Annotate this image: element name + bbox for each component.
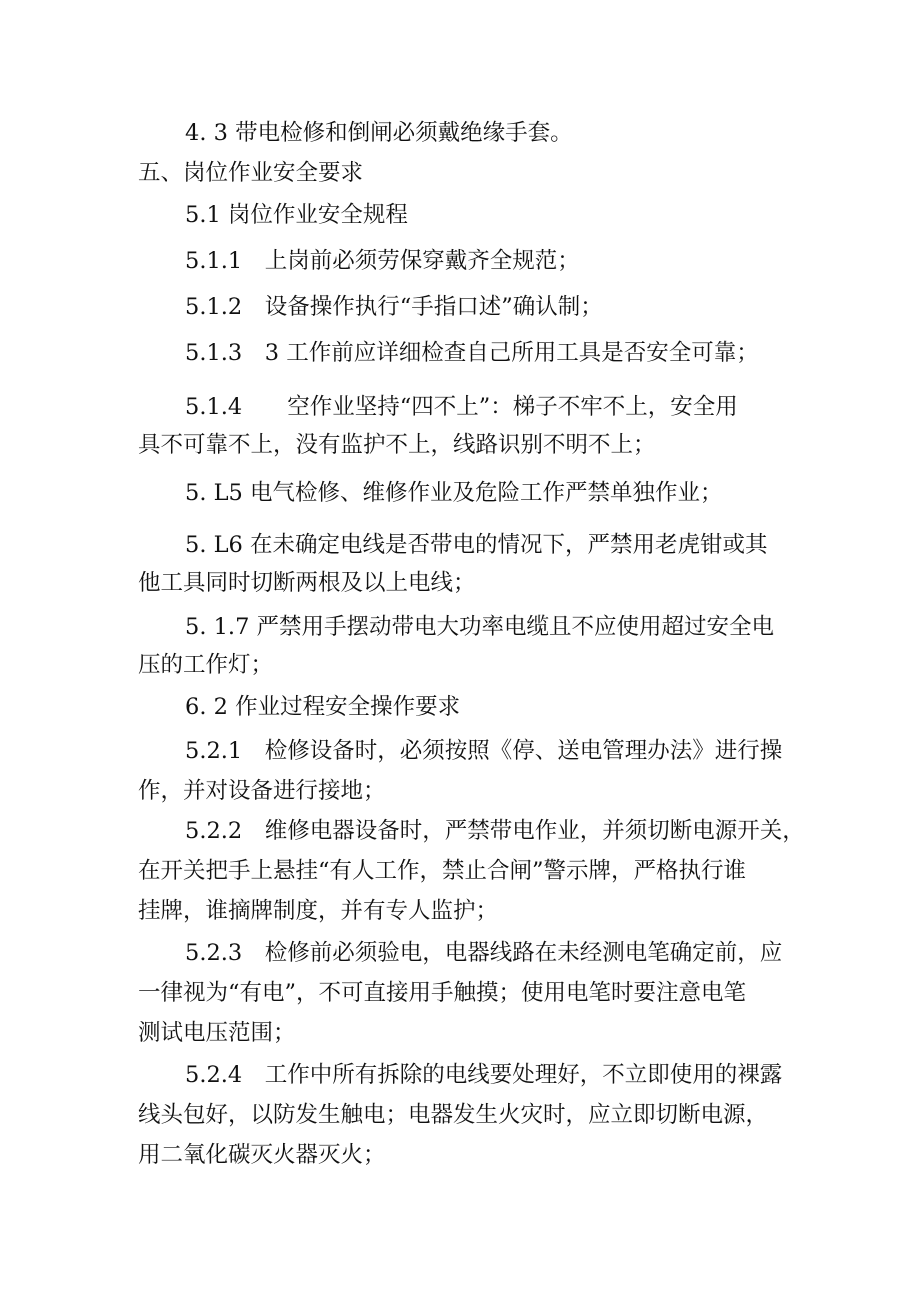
text-line-5-1-7: 5. 1.7 严禁用手摆动带电大功率电缆且不应使用超过安全电	[185, 614, 775, 640]
text-line-5-2-2: 5.2.2 维修电器设备时，严禁带电作业，并须切断电源开关，	[185, 818, 805, 844]
text-line-5-1-7-cont: 压的工作灯；	[138, 652, 274, 678]
text-line-5-1-1: 5.1.1 上岗前必须劳保穿戴齐全规范；	[185, 248, 580, 274]
text-line-5-1-4-cont: 具不可靠不上，没有监护不上，线路识别不明不上；	[138, 432, 656, 458]
text-line-5-2-1-cont: 作，并对设备进行接地；	[138, 778, 386, 804]
text-line-5-2-4: 5.2.4 工作中所有拆除的电线要处理好，不立即使用的裸露	[185, 1062, 783, 1088]
text-line-5-2-3-cont2: 测试电压范围；	[138, 1020, 296, 1046]
text-line-5-2-3-cont1: 一律视为“有电”，不可直接用手触摸；使用电笔时要注意电笔	[138, 980, 747, 1006]
subsection-heading-5-1: 5.1 岗位作业安全规程	[185, 202, 408, 228]
text-line-4-3: 4. 3 带电检修和倒闸必须戴绝缘手套。	[185, 120, 573, 146]
text-line-5-2-2-cont2: 挂牌，谁摘牌制度，并有专人监护；	[138, 898, 499, 924]
text-line-5-2-2-cont1: 在开关把手上悬挂“有人工作，禁止合闸”警示牌，严格执行谁	[138, 858, 747, 884]
text-line-5-2-4-cont2: 用二氧化碳灭火器灭火；	[138, 1142, 386, 1168]
text-line-5-1-5: 5. L5 电气检修、维修作业及危险工作严禁单独作业；	[185, 480, 723, 506]
subsection-heading-5-2: 6. 2 作业过程安全操作要求	[185, 694, 461, 720]
text-line-5-1-6: 5. L6 在未确定电线是否带电的情况下，严禁用老虎钳或其	[185, 532, 768, 558]
text-line-5-1-6-cont: 他工具同时切断两根及以上电线；	[138, 570, 476, 596]
text-line-5-2-3: 5.2.3 检修前必须验电，电器线路在未经测电笔确定前，应	[185, 940, 783, 966]
text-line-5-2-1: 5.2.1 检修设备时，必须按照《停、送电管理办法》进行操	[185, 738, 783, 764]
text-line-5-1-3: 5.1.3 3 工作前应详细检查自己所用工具是否安全可靠；	[185, 340, 759, 366]
section-heading-5: 五、岗位作业安全要求	[138, 160, 364, 186]
text-line-5-2-4-cont1: 线头包好，以防发生触电；电器发生火灾时，应立即切断电源，	[138, 1102, 769, 1128]
text-line-5-1-2: 5.1.2 设备操作执行“手指口述”确认制；	[185, 294, 603, 320]
text-line-5-1-4: 5.1.4 空作业坚持“四不上”：梯子不牢不上，安全用	[185, 394, 738, 420]
